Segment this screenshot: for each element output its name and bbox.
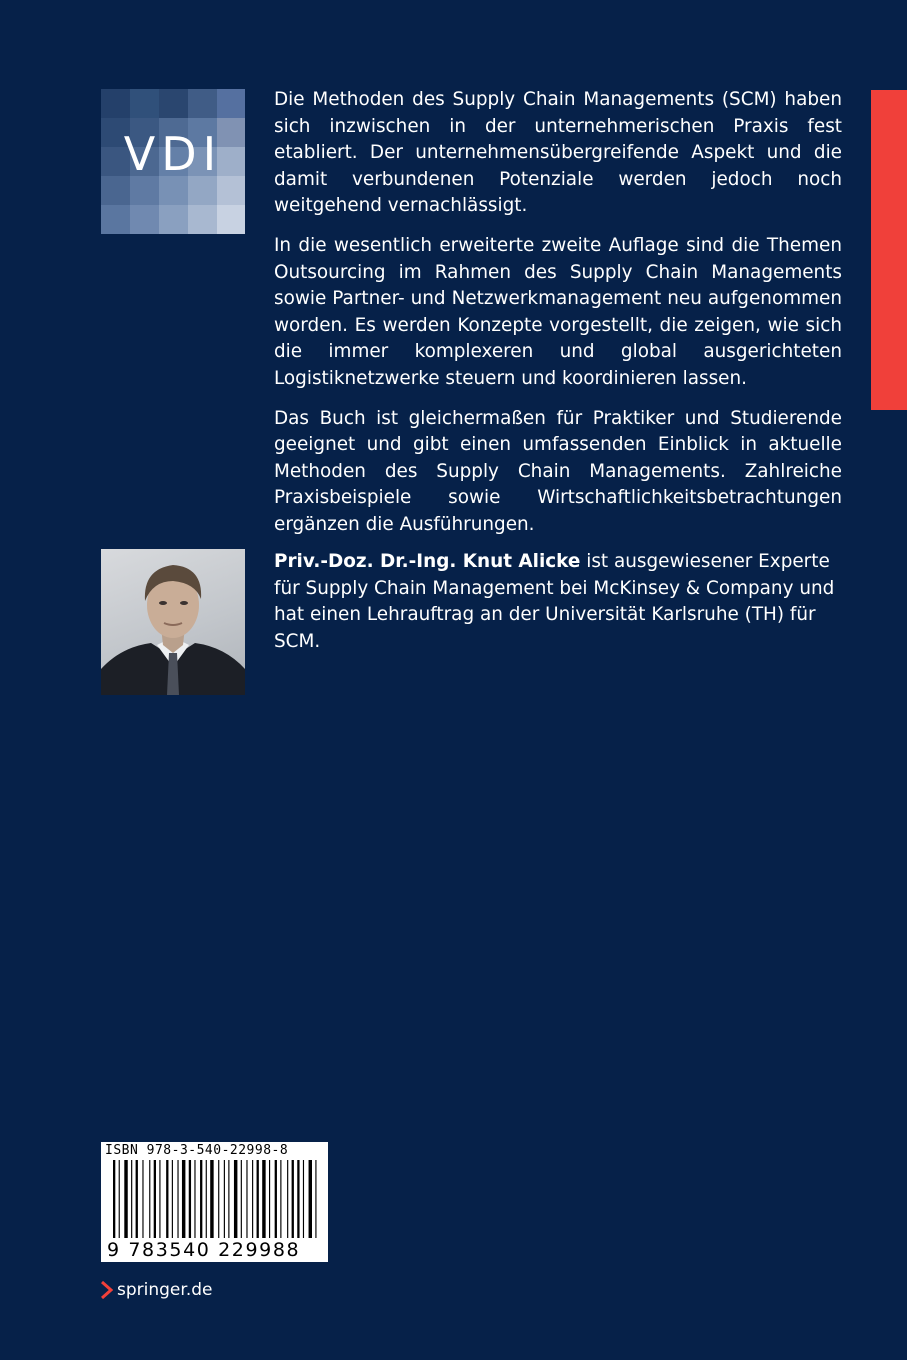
description-paragraph-3: Das Buch ist gleichermaßen für Praktiker und Studierende geeignet und gibt einen umfassenden Einblick in aktuelle Methoden des Supply Chain Managements. Zahlreiche Praxisbeispiele sowie Wirtschaftlichkeitsbetrachtungen ergänzen die Ausführungen. [274,407,842,535]
red-accent-tab [871,90,907,410]
chevron-right-icon [101,1281,113,1299]
description-paragraph-2: In die wesentlich erweiterte zweite Auflage sind die Themen Outsourcing im Rahmen des Supply Chain Managements sowie Partner- und Netzwerkmanagement neu aufgenommen worden. Es werden Konzepte vorgestellt, die zeigen, wie sich die immer komplexeren und global ausgerichteten Logistiknetzwerke steuern und koordinieren lassen. [274,234,842,389]
book-description [274,87,842,552]
author-portrait-icon [101,549,245,695]
vdi-logo-text: VDI [123,127,223,181]
isbn-barcode [101,1142,328,1262]
isbn-number: ISBN 978-3-540-22998-8 [105,1143,289,1158]
publisher-link[interactable] [101,1280,212,1300]
author-photo [101,549,245,695]
barcode-digits: 9 783540 229988 [107,1239,301,1261]
author-bio [274,549,842,655]
author-name: Priv.-Doz. Dr.-Ing. Knut Alicke [274,551,581,572]
author-bio-text: ist ausgewiesener Experte für Supply Chain Management bei McKinsey & Company und hat einen Lehrauftrag an der Universität Karlsruhe (TH) für SCM. [274,551,835,652]
publisher-url: springer.de [117,1280,213,1300]
description-paragraph-1: Die Methoden des Supply Chain Managements (SCM) haben sich inzwischen in der unternehmerischen Praxis fest etabliert. Der unternehmensübergreifende Aspekt und die damit verbundenen Potenziale werden jedoch noch weitgehend vernachlässigt. [274,89,842,217]
vdi-logo [101,89,245,234]
